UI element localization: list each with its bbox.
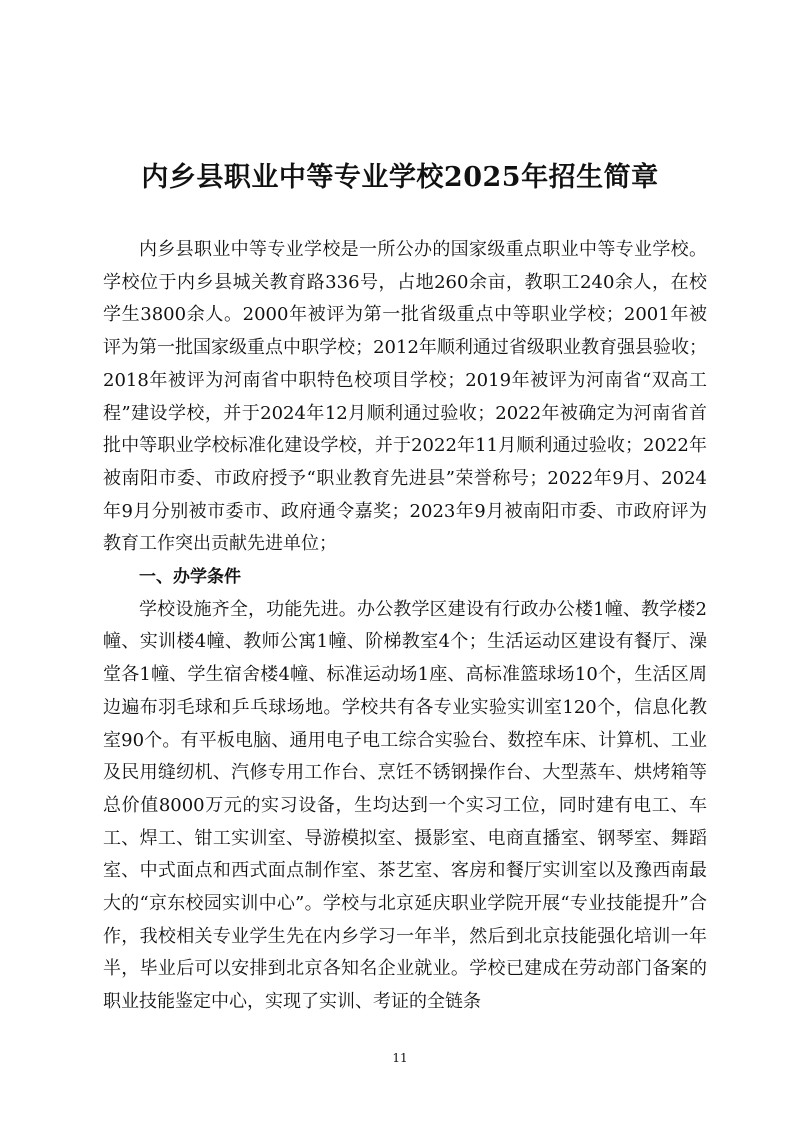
section-heading-school-conditions: 一、办学条件 <box>139 567 241 588</box>
document-title: 内乡县职业中等专业学校2025年招生简章 <box>141 162 659 193</box>
school-conditions-paragraph: 学校设施齐全，功能先进。办公教学区建设有行政办公楼1幢、教学楼2幢、实训楼4幢、教师公寓1幢、阶梯教室4个；生活运动区建设有餐厅、澡堂各1幢、学生宿舍楼4幢、标准运动场1座、高标准篮球场10个，生活区周边遍布羽毛球和乒乓球场地。学校共有各专业实验实训室120个，信息化教室90个。有平板电脑、通用电子电工综合实验台、数控车床、计算机、工业及民用缝纫机、汽修专用工作台、烹饪不锈钢操作台、大型蒸车、烘烤箱等总价值8000万元的实习设备，生均达到一个实习工位，同时建有电工、车工、焊工、钳工实训室、导游模拟室、摄影室、电商直播室、钢琴室、舞蹈室、中式面点和西式面点制作室、茶艺室、客房和餐厅实训室以及豫西南最大的“京东校园实训中心”。学校与北京延庆职业学院开展“专业技能提升”合作，我校相关专业学生先在内乡学习一年半，然后到北京技能强化培训一年半，毕业后可以安排到北京各知名企业就业。学校已建成在劳动部门备案的职业技能鉴定中心，实现了实训、考证的全链条 <box>103 598 707 1013</box>
page-number: 11 <box>392 1051 408 1065</box>
intro-paragraph: 内乡县职业中等专业学校是一所公办的国家级重点职业中等专业学校。学校位于内乡县城关教育路336号，占地260余亩，教职工240余人，在校学生3800余人。2000年被评为第一批省级重点中等职业学校；2001年被评为第一批国家级重点中职学校；2012年顺利通过省级职业教育强县验收；2018年被评为河南省中职特色校项目学校；2019年被评为河南省“双高工程”建设学校，并于2024年12月顺利通过验收；2022年被确定为河南省首批中等职业学校标准化建设学校，并于2022年11月顺利通过验收；2022年被南阳市委、市政府授予“职业教育先进县”荣誉称号；2022年9月、2024年9月分别被市委市、政府通令嘉奖；2023年9月被南阳市委、市政府评为教育工作突出贡献先进单位； <box>103 239 707 555</box>
document-body <box>103 234 707 1019</box>
